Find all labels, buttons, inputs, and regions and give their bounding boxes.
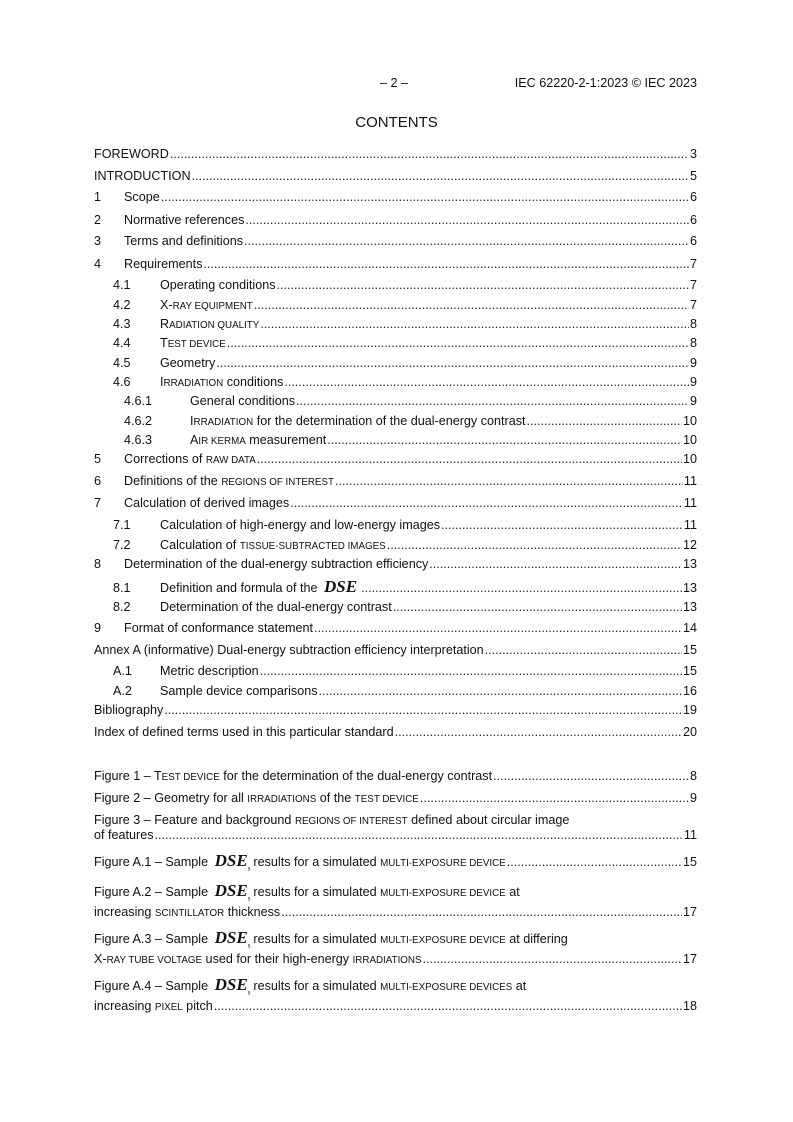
defined-term: IR KERMA xyxy=(198,436,246,447)
entry-title xyxy=(160,579,360,596)
toc-entry[interactable] xyxy=(94,724,697,740)
defined-term: MULTI-EXPOSURE DEVICE xyxy=(380,888,506,899)
text: T xyxy=(160,336,168,350)
text: Definition and formula of the xyxy=(160,581,322,595)
dot-leader xyxy=(296,393,689,409)
dot-leader xyxy=(155,827,683,843)
page-ref: 9 xyxy=(689,791,697,805)
page-ref: 11 xyxy=(683,828,697,842)
dot-leader xyxy=(192,168,689,184)
text: Figure 2 – Geometry for all xyxy=(94,791,248,805)
entry-title xyxy=(124,256,202,272)
defined-term: TEST DEVICE xyxy=(354,794,419,805)
text: Figure A.2 – Sample xyxy=(94,885,212,899)
entry-title xyxy=(94,883,520,906)
page-ref: 19 xyxy=(682,703,697,717)
page-ref: 11 xyxy=(683,474,697,488)
text: Metric description xyxy=(160,664,259,678)
text: measurement xyxy=(245,433,327,447)
text: Format of conformance statement xyxy=(124,621,313,635)
entry-title xyxy=(94,790,419,808)
toc-entry[interactable] xyxy=(94,451,697,467)
page-ref: 10 xyxy=(682,452,697,466)
contents-heading: CONTENTS xyxy=(355,114,438,131)
page-ref: 8 xyxy=(689,317,697,331)
text: Geometry xyxy=(160,356,216,370)
entry-title xyxy=(190,393,295,409)
entry-title xyxy=(94,724,394,740)
dot-leader xyxy=(284,374,689,390)
defined-term: REGIONS OF INTEREST xyxy=(221,477,334,488)
toc-entry[interactable] xyxy=(94,168,697,184)
section-number: 9 xyxy=(94,621,102,635)
text: thickness xyxy=(224,905,281,919)
dot-leader xyxy=(164,702,682,718)
dot-leader xyxy=(254,297,689,313)
text: Normative references xyxy=(124,213,245,227)
text: at xyxy=(505,885,520,899)
text: used for their high-energy xyxy=(202,952,353,966)
toc-entry[interactable] xyxy=(94,189,697,205)
entry-title xyxy=(160,316,259,334)
entry-title xyxy=(94,702,163,718)
text: Figure 1 – T xyxy=(94,769,162,783)
entry-title xyxy=(160,683,318,699)
page-ref: 5 xyxy=(689,169,697,183)
page-ref: 11 xyxy=(683,518,697,532)
dot-leader xyxy=(260,316,689,332)
text: X- xyxy=(94,952,107,966)
dot-leader xyxy=(429,556,682,572)
dot-leader xyxy=(527,413,682,429)
section-number: 8 xyxy=(94,557,102,571)
section-number: 8.1 xyxy=(113,581,131,595)
entry-title xyxy=(124,495,289,511)
toc-entry[interactable] xyxy=(94,413,697,429)
figure-entry[interactable] xyxy=(94,768,697,784)
dot-leader xyxy=(507,854,682,870)
defined-term: MULTI-EXPOSURE DEVICE xyxy=(380,935,506,946)
entry-title xyxy=(94,168,191,184)
entry-title xyxy=(160,297,253,315)
defined-term: IRRADIATIONS xyxy=(352,955,422,966)
entry-title xyxy=(124,620,313,636)
section-number: A.2 xyxy=(113,684,132,698)
entry-title xyxy=(124,556,428,572)
page-ref: 9 xyxy=(689,356,697,370)
entry-title xyxy=(94,977,526,1000)
toc-entry[interactable] xyxy=(94,297,697,313)
toc-entry[interactable] xyxy=(94,579,697,595)
page-ref: 11 xyxy=(683,496,697,510)
defined-term: RAW DATA xyxy=(205,455,256,466)
section-number: 5 xyxy=(94,452,102,466)
defined-term: ADIATION QUALITY xyxy=(169,320,260,331)
entry-title xyxy=(160,335,226,353)
page-ref: 17 xyxy=(682,905,697,919)
toc-entry[interactable] xyxy=(94,620,697,636)
entry-title xyxy=(190,432,326,450)
entry-title xyxy=(94,768,492,786)
dot-leader xyxy=(485,642,682,658)
text: at xyxy=(512,979,527,993)
section-number: 3 xyxy=(94,234,102,248)
section-number: 4 xyxy=(94,257,102,271)
figure-entry-line xyxy=(94,928,697,950)
text: I xyxy=(160,375,164,389)
text: Bibliography xyxy=(94,703,164,717)
entry-title xyxy=(94,827,154,843)
dot-leader xyxy=(387,537,682,553)
section-number: 4.5 xyxy=(113,356,131,370)
section-number: 4.2 xyxy=(113,298,131,312)
text: Calculation of high-energy and low-energy images xyxy=(160,518,441,532)
text: Corrections of xyxy=(124,452,206,466)
dse-symbol: $DSE_s$ xyxy=(214,928,251,950)
defined-term: RRADIATION xyxy=(193,417,254,428)
text: of features xyxy=(94,828,154,842)
entry-title xyxy=(94,853,506,876)
text: increasing xyxy=(94,999,155,1013)
dot-leader xyxy=(214,998,682,1014)
defined-term: SCINTILLATOR xyxy=(154,908,225,919)
page-ref: 15 xyxy=(682,643,697,657)
figure-entry[interactable] xyxy=(94,998,697,1014)
section-number: 8.2 xyxy=(113,600,131,614)
dot-leader xyxy=(319,683,682,699)
toc-entry[interactable] xyxy=(94,146,697,162)
toc-entry[interactable] xyxy=(94,556,697,572)
text: results for a simulated xyxy=(253,885,381,899)
dot-leader xyxy=(493,768,689,784)
page-ref: 13 xyxy=(682,600,697,614)
page-ref: 3 xyxy=(689,147,697,161)
text: defined about circular image xyxy=(407,813,570,827)
entry-title xyxy=(124,212,244,228)
dot-leader xyxy=(361,580,682,596)
toc-entry[interactable] xyxy=(94,537,697,553)
toc-entry[interactable] xyxy=(94,599,697,615)
defined-term: PIXEL xyxy=(154,1002,183,1013)
figure-entry-line xyxy=(94,812,697,828)
text: pitch xyxy=(182,999,213,1013)
toc-entry[interactable] xyxy=(94,517,697,533)
dot-leader xyxy=(420,790,689,806)
dot-leader xyxy=(277,277,689,293)
text: I xyxy=(190,414,194,428)
dot-leader xyxy=(257,451,682,467)
text: for the determination of the dual-energy contrast xyxy=(253,414,526,428)
entry-title xyxy=(94,930,568,953)
dse-symbol: $DSE_s$ xyxy=(214,881,251,903)
page-number: – 2 – xyxy=(380,76,409,90)
section-number: 4.6.1 xyxy=(124,394,153,408)
text: Scope xyxy=(124,190,160,204)
text: Operating conditions xyxy=(160,278,276,292)
page-ref: 17 xyxy=(682,952,697,966)
toc-entry[interactable] xyxy=(94,212,697,228)
section-number: 7.1 xyxy=(113,518,131,532)
text: Determination of the dual-energy subtraction efficiency xyxy=(124,557,429,571)
entry-title xyxy=(160,277,276,293)
toc-entry[interactable] xyxy=(94,316,697,332)
defined-term: IRRADIATIONS xyxy=(247,794,317,805)
text: FOREWORD xyxy=(94,147,169,161)
defined-term: REGIONS OF INTEREST xyxy=(294,816,408,827)
page-ref: 12 xyxy=(682,538,697,552)
figure-entry[interactable] xyxy=(94,790,697,806)
text: Definitions of the xyxy=(124,474,222,488)
dot-leader xyxy=(393,599,682,615)
figure-entry-line xyxy=(94,975,697,997)
page-ref: 8 xyxy=(689,769,697,783)
entry-title xyxy=(124,451,256,469)
section-number: 7.2 xyxy=(113,538,131,552)
text: Sample device comparisons xyxy=(160,684,318,698)
section-number: 4.1 xyxy=(113,278,131,292)
page-ref: 7 xyxy=(689,257,697,271)
text: A xyxy=(190,433,199,447)
dot-leader xyxy=(244,233,689,249)
text: results for a simulated xyxy=(253,932,381,946)
toc-entry[interactable] xyxy=(94,642,697,658)
toc-entry[interactable] xyxy=(94,277,697,293)
entry-title xyxy=(94,904,280,922)
entry-title xyxy=(160,374,283,392)
page-ref: 8 xyxy=(689,336,697,350)
dse-symbol: $DSE_s$ xyxy=(214,975,251,997)
page-ref: 10 xyxy=(682,433,697,447)
text: X- xyxy=(160,298,173,312)
page-ref: 13 xyxy=(682,581,697,595)
page-ref: 9 xyxy=(689,394,697,408)
page-ref: 14 xyxy=(682,621,697,635)
figure-entry[interactable] xyxy=(94,851,697,873)
text: Calculation of derived images xyxy=(124,496,290,510)
toc-entry[interactable] xyxy=(94,393,697,409)
text: Requirements xyxy=(124,257,203,271)
dot-leader xyxy=(245,212,689,228)
toc-entry[interactable] xyxy=(94,335,697,351)
text: Figure A.4 – Sample xyxy=(94,979,212,993)
defined-term: RRADIATION xyxy=(163,378,224,389)
section-number: 7 xyxy=(94,496,102,510)
dse-symbol: DSE xyxy=(324,577,358,596)
entry-title xyxy=(190,413,526,431)
text: Figure A.3 – Sample xyxy=(94,932,212,946)
text: conditions xyxy=(223,375,284,389)
text: increasing xyxy=(94,905,155,919)
dot-leader xyxy=(260,663,682,679)
page-ref: 7 xyxy=(689,298,697,312)
toc-entry[interactable] xyxy=(94,256,697,272)
toc-entry[interactable] xyxy=(94,663,697,679)
text: results for a simulated xyxy=(253,855,381,869)
text: Determination of the dual-energy contrast xyxy=(160,600,392,614)
dot-leader xyxy=(290,495,683,511)
page-ref: 6 xyxy=(689,234,697,248)
entry-title xyxy=(160,599,392,615)
page-ref: 6 xyxy=(689,213,697,227)
toc-entry[interactable] xyxy=(94,495,697,511)
section-number: 4.4 xyxy=(113,336,131,350)
entry-title xyxy=(160,663,259,679)
defined-term: MULTI-EXPOSURE DEVICE xyxy=(380,858,506,869)
text: Figure 3 – Feature and background xyxy=(94,813,295,827)
section-number: 4.6.2 xyxy=(124,414,153,428)
dot-leader xyxy=(335,473,683,489)
text: Terms and definitions xyxy=(124,234,244,248)
page-ref: 7 xyxy=(689,278,697,292)
toc-entry[interactable] xyxy=(94,233,697,249)
page-ref: 18 xyxy=(682,999,697,1013)
entry-title xyxy=(124,233,243,249)
dot-leader xyxy=(281,904,682,920)
standard-reference: IEC 62220-2-1:2023 © IEC 2023 xyxy=(514,76,697,90)
text: results for a simulated xyxy=(253,979,381,993)
figure-entry[interactable] xyxy=(94,904,697,920)
page-ref: 15 xyxy=(682,855,697,869)
text: INTRODUCTION xyxy=(94,169,191,183)
dse-symbol: $DSE_s$ xyxy=(214,851,251,873)
dot-leader xyxy=(203,256,689,272)
dot-leader xyxy=(395,724,682,740)
toc-entry[interactable] xyxy=(94,473,697,489)
page-ref: 10 xyxy=(682,414,697,428)
toc-entry[interactable] xyxy=(94,374,697,390)
text: General conditions xyxy=(190,394,296,408)
entry-title xyxy=(160,517,440,533)
toc-entry[interactable] xyxy=(94,432,697,448)
defined-term: EST DEVICE xyxy=(167,339,226,350)
dot-leader xyxy=(441,517,683,533)
dot-leader xyxy=(170,146,689,162)
section-number: A.1 xyxy=(113,664,132,678)
entry-title xyxy=(94,146,169,162)
text: at differing xyxy=(505,932,568,946)
text: Calculation of xyxy=(160,538,240,552)
toc-entry[interactable] xyxy=(94,683,697,699)
section-number: 1 xyxy=(94,190,102,204)
section-number: 4.6.3 xyxy=(124,433,153,447)
defined-term: RAY EQUIPMENT xyxy=(172,301,253,312)
dot-leader xyxy=(327,432,682,448)
toc-entry[interactable] xyxy=(94,702,697,718)
text: R xyxy=(160,317,170,331)
section-number: 4.3 xyxy=(113,317,131,331)
section-number: 6 xyxy=(94,474,102,488)
entry-title xyxy=(94,642,484,658)
page-ref: 6 xyxy=(689,190,697,204)
entry-title xyxy=(160,355,215,371)
text: Figure A.1 – Sample xyxy=(94,855,212,869)
entry-title xyxy=(94,951,422,969)
dot-leader xyxy=(161,189,689,205)
defined-term: TISSUE-SUBTRACTED IMAGES xyxy=(239,541,386,552)
section-number: 2 xyxy=(94,213,102,227)
dot-leader xyxy=(314,620,682,636)
page-ref: 9 xyxy=(689,375,697,389)
figure-entry-line xyxy=(94,881,697,903)
page-ref: 13 xyxy=(682,557,697,571)
defined-term: EST DEVICE xyxy=(161,772,220,783)
entry-title xyxy=(160,537,386,555)
dot-leader xyxy=(216,355,689,371)
entry-title xyxy=(124,189,160,205)
dot-leader xyxy=(227,335,689,351)
text: of the xyxy=(316,791,355,805)
defined-term: MULTI-EXPOSURE DEVICES xyxy=(380,982,513,993)
page-ref: 16 xyxy=(682,684,697,698)
text: for the determination of the dual-energy contrast xyxy=(219,769,493,783)
page-ref: 15 xyxy=(682,664,697,678)
page-ref: 20 xyxy=(682,725,697,739)
entry-title xyxy=(94,998,213,1016)
dot-leader xyxy=(423,951,682,967)
entry-title xyxy=(124,473,334,491)
text: Index of defined terms used in this particular standard xyxy=(94,725,394,739)
defined-term: RAY TUBE VOLTAGE xyxy=(106,955,203,966)
figure-entry[interactable] xyxy=(94,827,697,843)
figure-entry[interactable] xyxy=(94,951,697,967)
toc-entry[interactable] xyxy=(94,355,697,371)
section-number: 4.6 xyxy=(113,375,131,389)
text: Annex A (informative) Dual-energy subtraction efficiency interpretation xyxy=(94,643,484,657)
